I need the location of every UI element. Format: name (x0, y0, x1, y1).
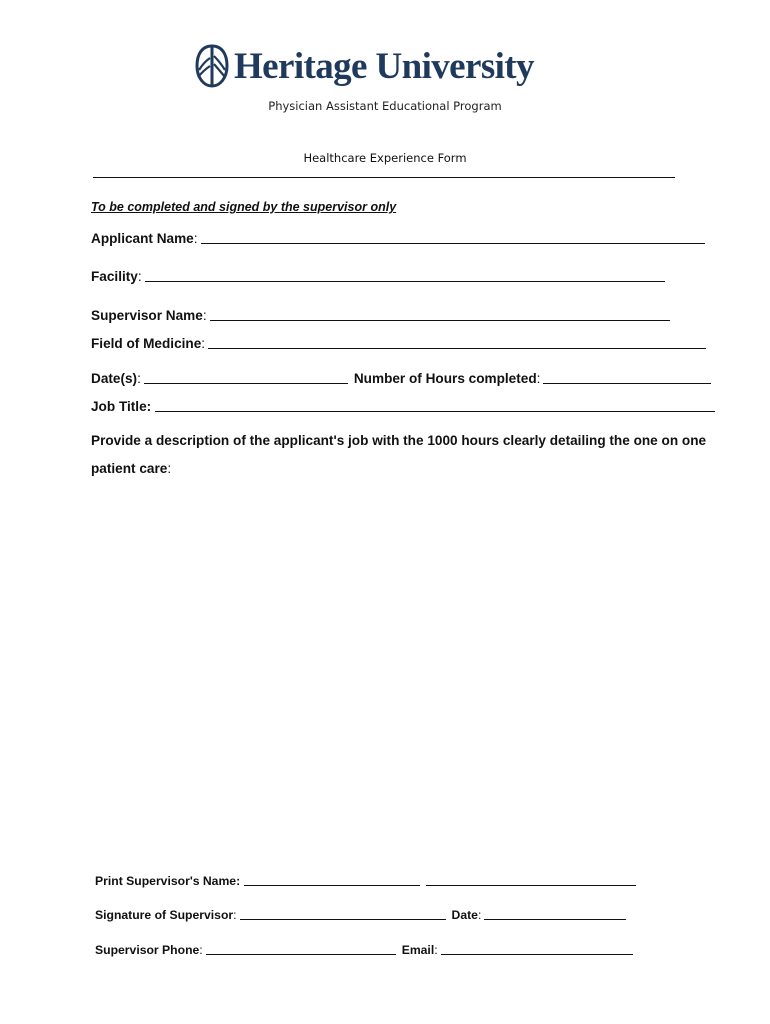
hours-completed-label: Number of Hours completed (353, 371, 537, 386)
heritage-shield-icon (194, 44, 230, 88)
form-title: Healthcare Experience Form (303, 151, 467, 165)
email-label: Email (401, 943, 435, 957)
hours-completed-input[interactable] (543, 370, 711, 384)
facility-label: Facility (91, 269, 138, 284)
supervisor-name-input[interactable] (210, 307, 670, 321)
date-input[interactable] (484, 907, 626, 920)
job-title-input[interactable] (155, 398, 715, 412)
supervisor-name-label: Supervisor Name (91, 308, 203, 323)
phone-input[interactable] (206, 942, 396, 955)
signature-label: Signature of Supervisor (95, 908, 234, 922)
field-of-medicine-label: Field of Medicine (91, 336, 202, 351)
university-logo (194, 44, 534, 88)
dates-label: Date(s) (91, 371, 138, 386)
facility-input[interactable] (145, 268, 665, 282)
phone-label: Supervisor Phone (95, 943, 200, 957)
print-name-field[interactable] (95, 873, 636, 888)
applicant-name-label: Applicant Name (91, 231, 194, 246)
field-of-medicine-field[interactable]: Field of Medicine : (91, 335, 706, 351)
job-title-field[interactable] (91, 398, 715, 414)
phone-email-row: Supervisor Phone : Email : (95, 942, 633, 957)
facility-field[interactable]: Facility : (91, 268, 665, 284)
email-input[interactable] (441, 942, 633, 955)
signature-input[interactable] (240, 907, 446, 920)
description-prompt-text: Provide a description of the applicant's job with the 1000 hours clearly detailing the one on one patient care (91, 433, 707, 476)
date-label: Date (451, 908, 478, 922)
print-name-input[interactable] (244, 873, 420, 886)
print-name-input-extension[interactable] (426, 873, 636, 886)
supervisor-name-field[interactable]: Supervisor Name : (91, 307, 670, 323)
applicant-name-field[interactable]: Applicant Name : (91, 230, 705, 246)
instruction-text: To be completed and signed by the supervisor only (91, 200, 397, 214)
applicant-name-input[interactable] (201, 230, 705, 244)
university-name: Heritage University (234, 45, 534, 87)
job-title-label: Job Title: (91, 399, 152, 414)
program-subtitle: Physician Assistant Educational Program (268, 99, 502, 113)
signature-date-row: Signature of Supervisor : Date : (95, 907, 626, 922)
dates-hours-row: Date(s) : Number of Hours completed : (91, 370, 711, 386)
title-divider (93, 177, 675, 178)
dates-input[interactable] (144, 370, 348, 384)
description-prompt: Provide a description of the applicant's job with the 1000 hours clearly detailing the one on one patient care: (91, 433, 707, 476)
print-name-label: Print Supervisor's Name: (95, 874, 241, 888)
field-of-medicine-input[interactable] (208, 335, 706, 349)
